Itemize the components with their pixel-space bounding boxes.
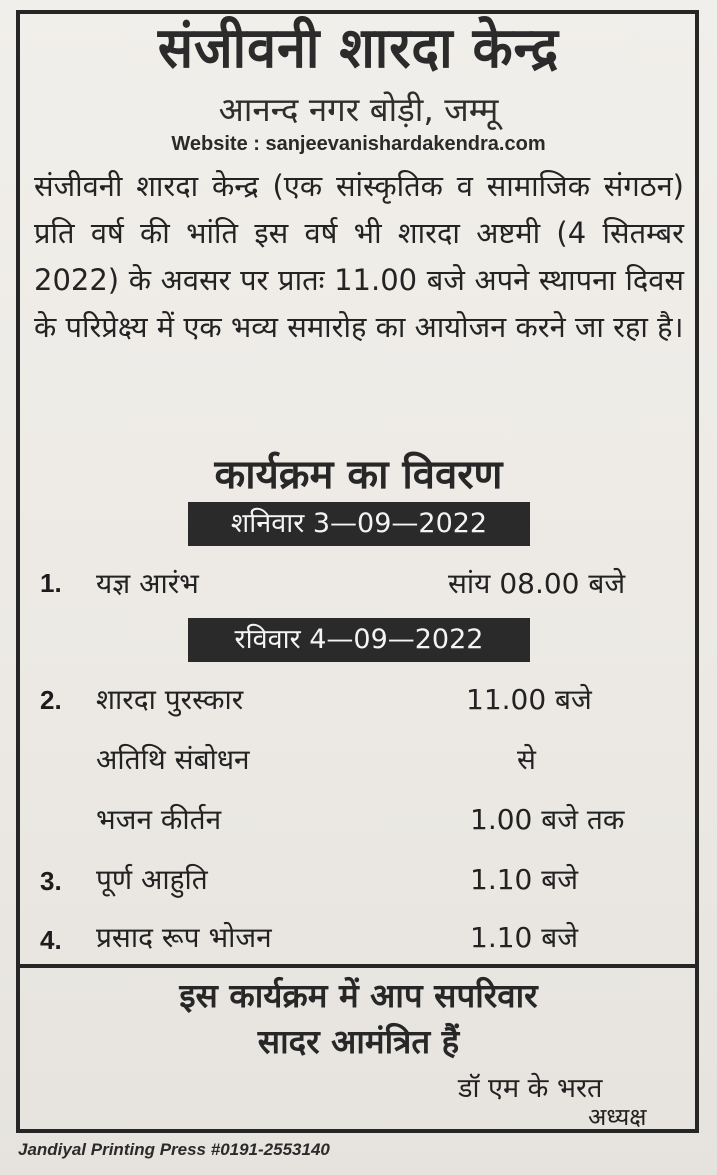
program-item-number: 4. [40,925,62,955]
day-badge-sunday: रविवार 4—09—2022 [188,618,530,662]
website-line: Website : sanjeevanishardakendra.com [171,133,546,155]
program-item-time: सांय 08.00 बजे [448,567,626,600]
program-heading: कार्यक्रम का विवरण [214,451,503,498]
program-item-number: 3. [40,866,62,896]
program-item-time: 1.10 बजे [470,921,579,954]
program-item-name: भजन कीर्तन [96,803,222,836]
divider-rule [20,964,697,968]
program-item-name: शारदा पुरस्कार [96,683,244,716]
program-item-number: 2. [40,685,62,715]
organization-title: संजीवनी शारदा केन्द्र [157,15,560,81]
program-item-time: 1.10 बजे [470,863,579,896]
program-item-name: यज्ञ आरंभ [96,567,199,600]
signatory-title: अध्यक्ष [588,1103,647,1131]
invitation-line-2: सादर आमंत्रित हैं [257,1022,460,1061]
signatory-name: डॉ एम के भरत [458,1073,603,1104]
invitation-line-1: इस कार्यक्रम में आप सपरिवार [179,976,538,1015]
program-item-name: पूर्ण आहुति [96,863,208,896]
printer-credit: Jandiyal Printing Press #0191-2553140 [18,1140,330,1159]
program-item-time: से [517,743,536,776]
program-item-number: 1. [40,568,62,598]
organization-address: आनन्द नगर बोड़ी, जम्मू [218,90,499,129]
program-item-name: अतिथि संबोधन [96,743,250,776]
program-item-time: 1.00 बजे तक [470,803,625,836]
program-item-name: प्रसाद रूप भोजन [96,921,272,954]
program-item-time: 11.00 बजे [466,683,592,716]
intro-paragraph: संजीवनी शारदा केन्द्र (एक सांस्कृतिक व सामाजिक संगठन) प्रति वर्ष की भांति इस वर्ष भी शारदा अष्टमी (4 सितम्बर 2022) के अवसर पर प्रातः 11.00 बजे अपने स्थापना दिवस के परिप्रेक्ष्य में एक भव्य समारोह का आयोजन करने जा रहा है। [34,169,684,344]
day-badge-saturday: शनिवार 3—09—2022 [188,502,530,546]
